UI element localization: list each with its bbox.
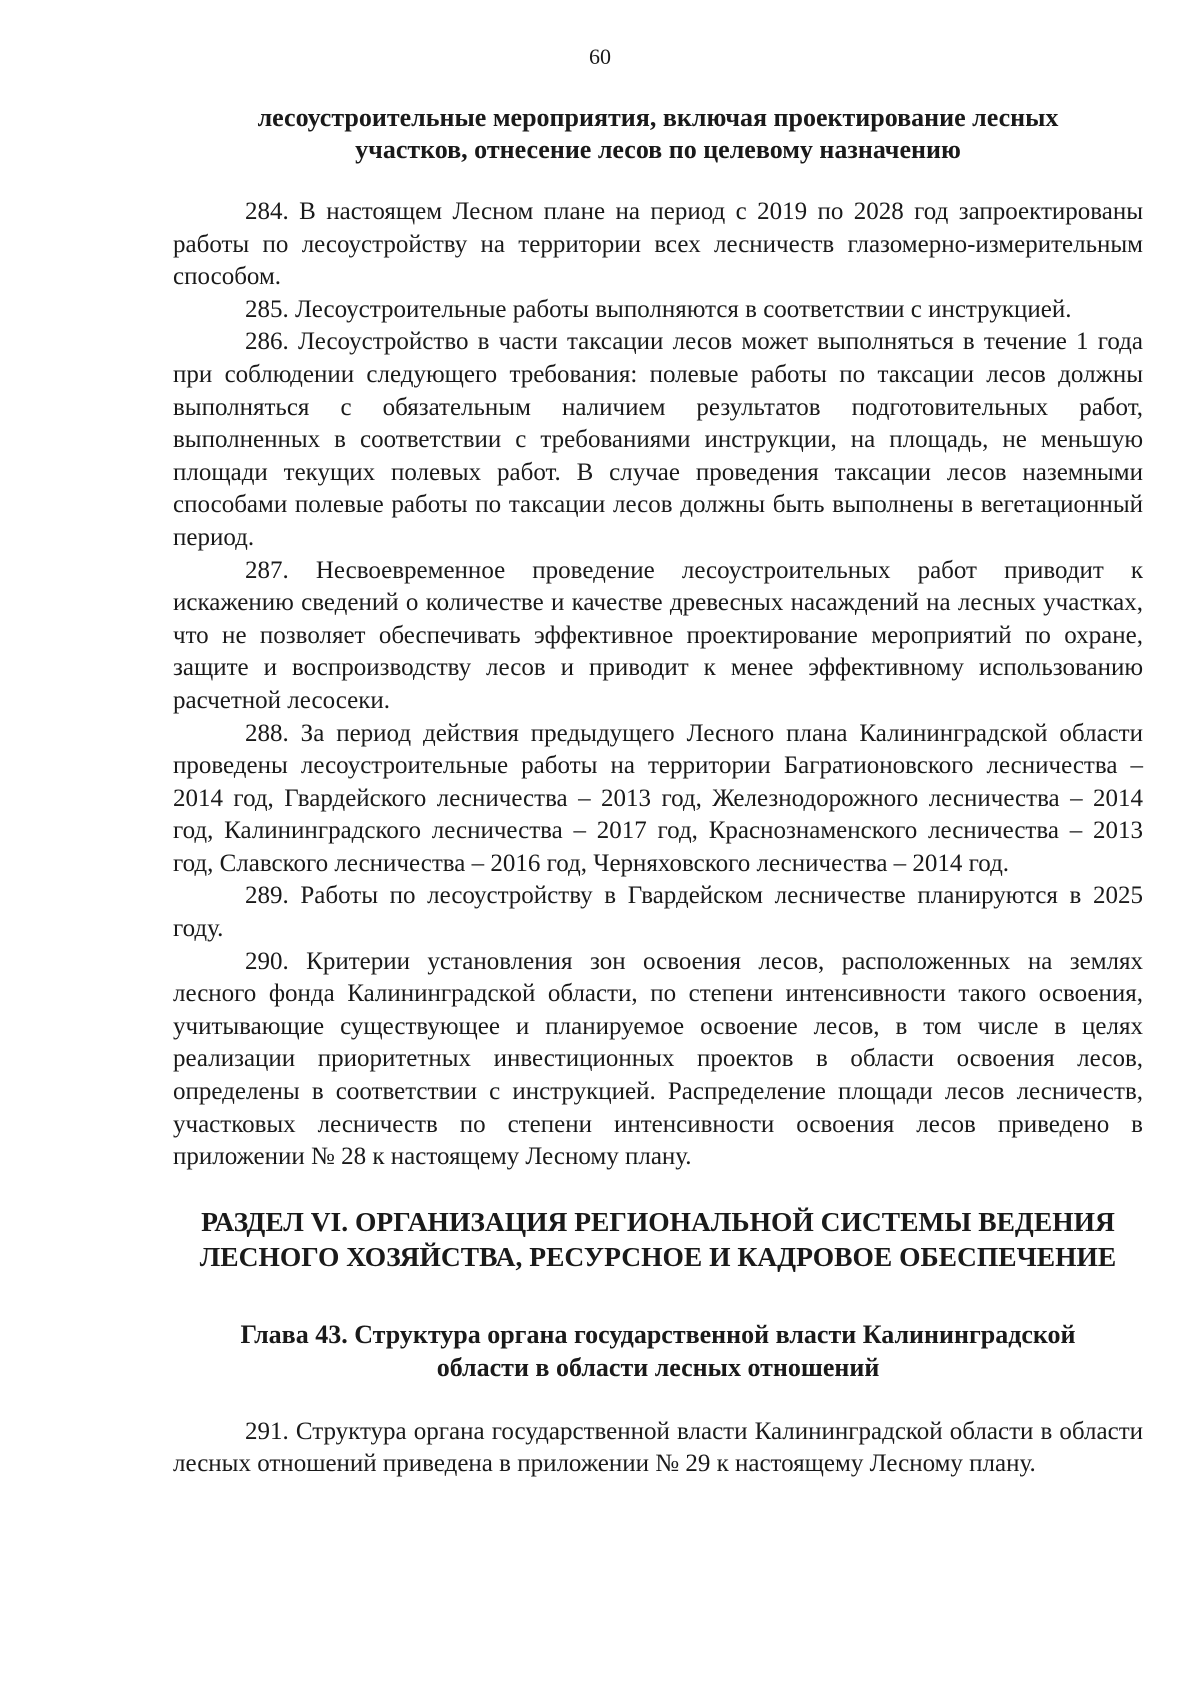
paragraph-284: 284. В настоящем Лесном плане на период с 2019 по 2028 год запроектированы работы по лесоустройству на территории всех лесничеств глазомерно-измерительным способом. [173, 198, 1143, 291]
chapter-title: Глава 43. Структура органа государственной власти Калининградской области в области лесных отношений [240, 1319, 1076, 1382]
chapter-heading-continuation: лесоустроительные мероприятия, включая проектирование лесных участков, отнесение лесов по целевому назначению [257, 103, 1059, 164]
paragraph-288: 288. За период действия предыдущего Лесного плана Калининградской области проведены лесоустроительные работы на территории Багратионовского лесничества – 2014 год, Гвардейского лесничества – 2013 год, Железнодорожного лесничества – 2014 год, Калининградского лесничества – 2017 год, Краснознаменского лесничества – 2013 год, Славского лесничества – 2016 год, Черняховского лесничества – 2014 год. [173, 719, 1143, 877]
paragraph-290: 290. Критерии установления зон освоения лесов, расположенных на землях лесного фонда Калининградской области, по степени интенсивности такого освоения, учитывающие существующее и планируемое освоение лесов, в том числе в целях реализации приоритетных инвестиционных проектов в области освоения лесов, определены в соответствии с инструкцией. Распределение площади лесов лесничеств, участковых лесничеств по степени интенсивности освоения лесов приведено в приложении № 28 к настоящему Лесному плану. [173, 947, 1143, 1171]
paragraph-291: 291. Структура органа государственной власти Калининградской области в области лесных отношений приведена в приложении № 29 к настоящему Лесному плану. [173, 1417, 1143, 1478]
paragraph-289: 289. Работы по лесоустройству в Гвардейском лесничестве планируются в 2025 году. [173, 882, 1143, 943]
section-title: РАЗДЕЛ VI. ОРГАНИЗАЦИЯ РЕГИОНАЛЬНОЙ СИСТЕМЫ ВЕДЕНИЯ ЛЕСНОГО ХОЗЯЙСТВА, РЕСУРСНОЕ И КАДРОВОЕ ОБЕСПЕЧЕНИЕ [199, 1205, 1117, 1272]
paragraph-287: 287. Несвоевременное проведение лесоустроительных работ приводит к искажению сведений о количестве и качестве древесных насаждений на лесных участках, что не позволяет обеспечивать эффективное проектирование мероприятий по охране, защите и воспроизводству лесов и приводит к менее эффективному использованию расчетной лесосеки. [173, 556, 1143, 714]
paragraph-286: 286. Лесоустройство в части таксации лесов может выполняться в течение 1 года при соблюдении следующего требования: полевые работы по таксации лесов должны выполняться с обязательным наличием результатов подготовительных работ, выполненных в соответствии с требованиями инструкции, на площадь, не меньшую площади текущих полевых работ. В случае проведения таксации лесов наземными способами полевые работы по таксации лесов должны быть выполнены в вегетационный период. [173, 328, 1143, 551]
page-number: 60 [589, 44, 611, 69]
page-content [173, 102, 1143, 1481]
paragraph-285: 285. Лесоустроительные работы выполняются в соответствии с инструкцией. [245, 295, 1072, 323]
